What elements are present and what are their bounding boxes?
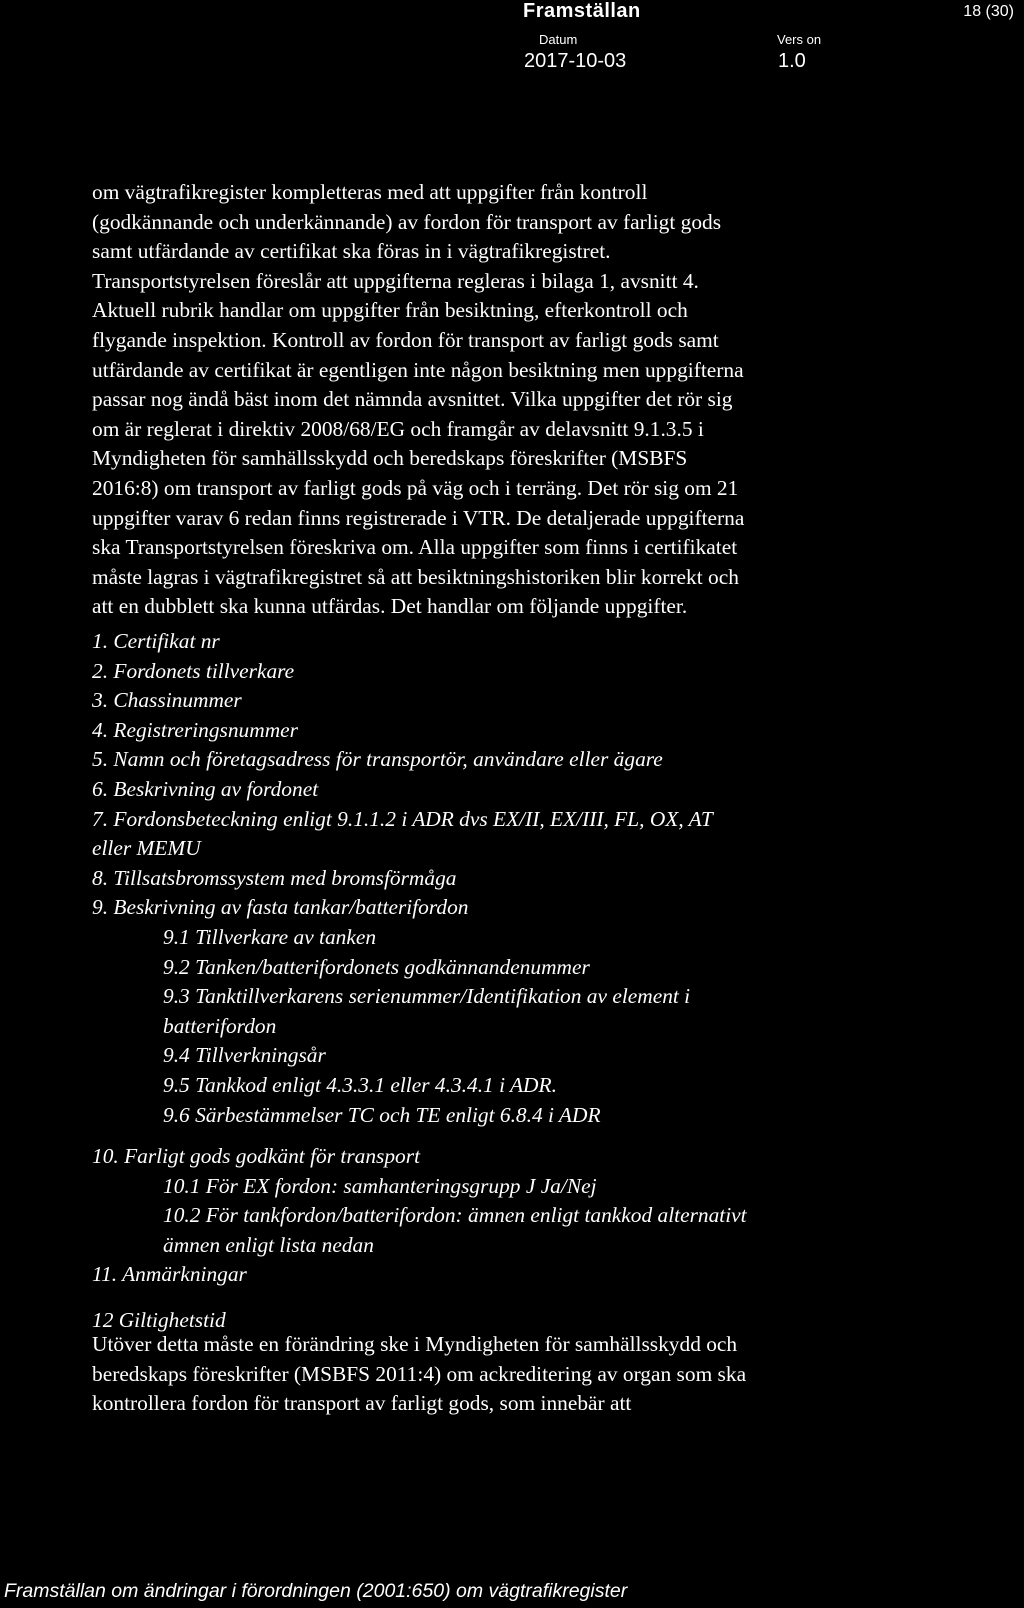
text-line: kontrollera fordon för transport av farligt gods, som innebär att — [92, 1391, 632, 1416]
list-item: 1. Certifikat nr — [92, 629, 220, 653]
text-line: Transportstyrelsen föreslår att uppgifterna regleras i bilaga 1, avsnitt 4. — [92, 268, 699, 293]
text-line: passar nog ändå bäst inom det nämnda avsnittet. Vilka uppgifter det rör sig — [92, 387, 733, 412]
list-item: 2. Fordonets tillverkare — [92, 658, 295, 683]
list-item: 11. Anmärkningar — [92, 1262, 247, 1287]
list-item: 5. Namn och företagsadress för transportör, användare eller ägare — [92, 747, 663, 772]
text-line: om är reglerat i direktiv 2008/68/EG och framgår av delavsnitt 9.1.3.5 i — [92, 416, 704, 441]
paragraph-intro — [92, 178, 992, 622]
text-line: Myndigheten för samhällsskydd och beredskaps föreskrifter (MSBFS — [92, 446, 688, 471]
text-line: flygande inspektion. Kontroll av fordon för transport av farligt gods samt — [92, 327, 719, 352]
list-item: 8. Tillsatsbromssystem med bromsförmåga — [92, 865, 457, 890]
list-item: 7. Fordonsbeteckning enligt 9.1.1.2 i ADR dvs EX/II, EX/III, FL, OX, AT — [92, 806, 713, 831]
data-items-list — [92, 627, 1012, 1336]
text-line: utfärdande av certifikat är egentligen inte någon besiktning men uppgifterna — [92, 357, 744, 382]
list-subitem: 9.4 Tillverkningsår — [163, 1043, 326, 1068]
version-value: 1.0 — [778, 50, 806, 72]
date-value: 2017-10-03 — [524, 50, 627, 72]
list-item: 9. Beskrivning av fasta tankar/batterifordon — [92, 895, 469, 920]
text-line: samt utfärdande av certifikat ska föras in i vägtrafikregistret. — [92, 239, 611, 264]
page-footer: Framställan om ändringar i förordningen (2001:650) om vägtrafikregister — [4, 1580, 628, 1602]
list-subitem: 9.1 Tillverkare av tanken — [163, 924, 377, 949]
date-label: Datum — [539, 32, 578, 47]
text-line: beredskaps föreskrifter (MSBFS 2011:4) om ackreditering av organ som ska — [92, 1361, 747, 1386]
text-line: ska Transportstyrelsen föreskriva om. Alla uppgifter som finns i certifikatet — [92, 535, 738, 560]
version-label: Vers on — [777, 32, 822, 47]
list-item: 10. Farligt gods godkänt för transport — [92, 1144, 421, 1169]
list-item: 6. Beskrivning av fordonet — [92, 776, 319, 801]
list-subitem: 9.3 Tanktillverkarens serienummer/Identifikation av element i — [163, 984, 691, 1009]
document-type-title: Framställan — [523, 0, 641, 22]
list-subitem-continuation: ämnen enligt lista nedan — [163, 1232, 374, 1257]
text-line: uppgifter varav 6 redan finns registrerade i VTR. De detaljerade uppgifterna — [92, 505, 745, 530]
list-subitem: 9.6 Särbestämmelser TC och TE enligt 6.8.4 i ADR — [163, 1102, 601, 1127]
text-line: 2016:8) om transport av farligt gods på väg och i terräng. Det rör sig om 21 — [92, 475, 739, 500]
list-subitem: 10.1 För EX fordon: samhanteringsgrupp J Ja/Nej — [163, 1173, 597, 1198]
list-subitem: 9.2 Tanken/batterifordonets godkännandenummer — [163, 954, 590, 979]
text-line: om vägtrafikregister kompletteras med att uppgifter från kontroll — [92, 180, 648, 204]
list-subitem-continuation: batterifordon — [163, 1013, 277, 1038]
list-subitem: 10.2 För tankfordon/batterifordon: ämnen enligt tankkod alternativt — [163, 1203, 747, 1228]
list-subitem: 9.5 Tankkod enligt 4.3.3.1 eller 4.3.4.1 i ADR. — [163, 1072, 557, 1097]
text-line: måste lagras i vägtrafikregistret så att besiktningshistoriken blir korrekt och — [92, 564, 739, 589]
list-item: 4. Registreringsnummer — [92, 717, 298, 742]
text-line: (godkännande och underkännande) av fordon för transport av farligt gods — [92, 209, 722, 234]
text-line: Utöver detta måste en förändring ske i Myndigheten för samhällsskydd och — [92, 1332, 738, 1356]
list-item: 12 Giltighetstid — [92, 1308, 226, 1333]
text-line: att en dubblett ska kunna utfärdas. Det handlar om följande uppgifter. — [92, 594, 688, 619]
list-item-continuation: eller MEMU — [92, 836, 201, 861]
list-item: 3. Chassinummer — [92, 688, 242, 713]
text-line: Aktuell rubrik handlar om uppgifter från besiktning, efterkontroll och — [92, 298, 688, 323]
page-number: 18 (30) — [963, 3, 1014, 20]
paragraph-closing — [92, 1330, 992, 1419]
